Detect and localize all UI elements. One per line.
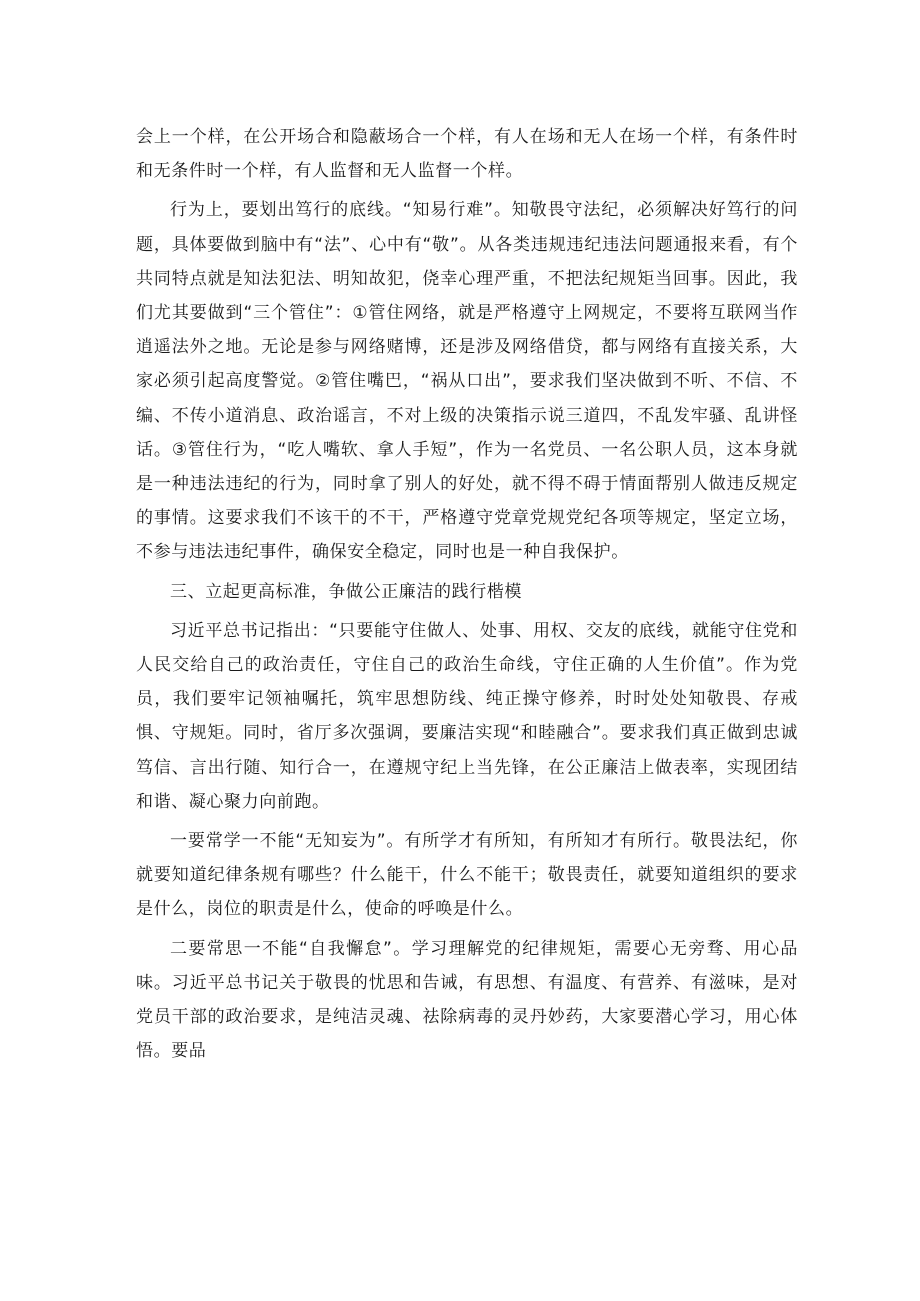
- paragraph-think-often: 二要常思一不能“自我懈怠”。学习理解党的纪律规矩，需要心无旁骛、用心品味。习近平总书记关于敬畏的忧思和告诫，有思想、有温度、有营养、有滋味，是对党员干部的政治要求，是纯洁灵魂、祛除病毒的灵丹妙药，大家要潜心学习，用心体悟。要品: [136, 938, 798, 1062]
- document-body: [136, 120, 798, 1073]
- paragraph-xi-quote: 习近平总书记指出：“只要能守住做人、处事、用权、交友的底线，就能守住党和人民交给自己的政治责任，守住自己的政治生命线，守住正确的人生价值”。作为党员，我们要牢记领袖嘱托，筑牢思想防线、纯正操守修养，时时处处知敬畏、存戒惧、守规矩。同时，省厅多次强调，要廉洁实现“和睦融合”。要求我们真正做到忠诚笃信、言出行随、知行合一，在遵规守纪上当先锋，在公正廉洁上做表率，实现团结和谐、凝心聚力向前跑。: [136, 620, 798, 812]
- section-heading-three: 三、立起更高标准，争做公正廉洁的践行楷模: [170, 581, 522, 602]
- paragraph-conduct-bottom-line: 行为上，要划出笃行的底线。“知易行难”。知敬畏守法纪，必须解决好笃行的问题，具体要做到脑中有“法”、心中有“敬”。从各类违规违纪违法问题通报来看，有个共同特点就是知法犯法、明知故犯，侥幸心理严重，不把法纪规矩当回事。因此，我们尤其要做到“三个管住”：①管住网络，就是严格遵守上网规定，不要将互联网当作逍遥法外之地。无论是参与网络赌博，还是涉及网络借贷，都与网络有直接关系，大家必须引起高度警觉。②管住嘴巴，“祸从口出”，要求我们坚决做到不听、不信、不编、不传小道消息、政治谣言，不对上级的决策指示说三道四，不乱发牢骚、乱讲怪话。③管住行为，“吃人嘴软、拿人手短”，作为一名党员、一名公职人员，这本身就是一种违法违纪的行为，同时拿了别人的好处，就不得不碍于情面帮别人做违反规定的事情。这要求我们不该干的不干，严格遵守党章党规党纪各项等规定，坚定立场，不参与违法违纪事件，确保安全稳定，同时也是一种自我保护。: [136, 200, 798, 563]
- paragraph-study-often: 一要常学一不能“无知妄为”。有所学才有所知，有所知才有所行。敬畏法纪，你就要知道纪律条规有哪些？什么能干，什么不能干；敬畏责任，就要知道组织的要求是什么，岗位的职责是什么，使命的呼唤是什么。: [136, 831, 798, 920]
- paragraph-continuation: 会上一个样，在公开场合和隐蔽场合一个样，有人在场和无人在场一个样，有条件时和无条件时一个样，有人监督和无人监督一个样。: [136, 127, 798, 182]
